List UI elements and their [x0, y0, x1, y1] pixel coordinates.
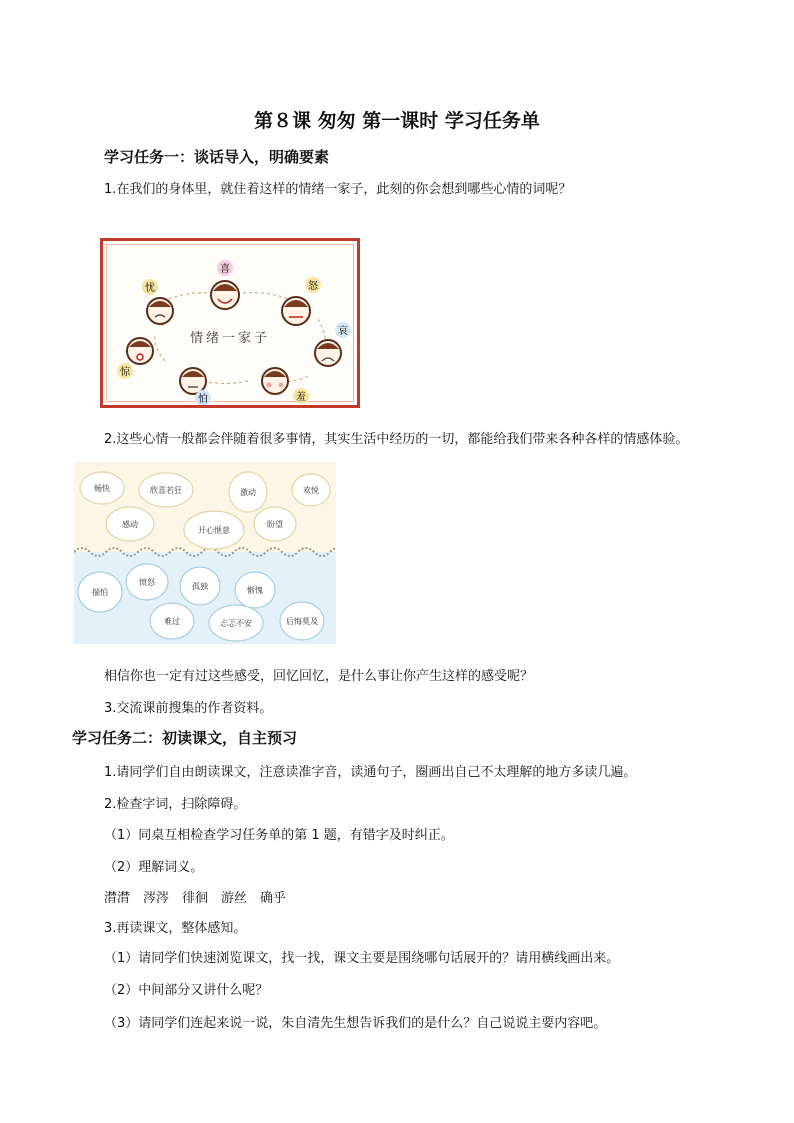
task1-item2: 2.这些心情一般都会伴随着很多事情，其实生活中经历的一切，都能给我们带来各种各样的情感体验。 [104, 432, 689, 447]
task2-line: （2）理解词义。 [104, 860, 204, 875]
task2-line: 2.检查字词，扫除障碍。 [104, 797, 247, 812]
emotion-label-1: 怒 [308, 281, 318, 292]
bubble-bottom-4: 难过 [164, 617, 180, 626]
face-worried [147, 298, 173, 324]
bubble-top-6: 盼望 [267, 520, 283, 529]
bubble-top-3: 欢悦 [303, 486, 319, 495]
bubble-top-2: 激动 [240, 488, 256, 497]
emotion-family-center-label: 情绪一家子 [189, 331, 271, 346]
bubble-bottom-1: 愤怒 [139, 578, 155, 587]
task2-line: （2）中间部分又讲什么呢？ [104, 983, 269, 998]
feeling-bubbles-diagram [74, 462, 336, 644]
bubble-bottom-5: 忐忑不安 [220, 619, 252, 628]
emotion-label-5: 惊 [120, 367, 130, 378]
emotion-label-6: 忧 [145, 283, 155, 294]
bubble-top-1: 欣喜若狂 [150, 486, 182, 495]
feeling-bubbles-image [74, 462, 336, 644]
task2-heading: 学习任务二：初读课文，自主预习 [72, 729, 298, 747]
task1-note: 相信你也一定有过这些感受，回忆回忆，是什么事让你产生这样的感受呢？ [104, 669, 534, 684]
vocabulary-words: 潸潸 涔涔 徘徊 游丝 确乎 [104, 891, 287, 906]
emotion-label-3: 羞 [296, 392, 306, 403]
face-sad [315, 340, 341, 366]
emotion-label-2: 哀 [338, 326, 348, 337]
task2-line: （1）同桌互相检查学习任务单的第 1 题，有错字及时纠正。 [104, 828, 454, 843]
emotion-label-4: 怕 [198, 394, 208, 405]
face-happy [211, 281, 239, 309]
face-surprised [127, 338, 153, 364]
bubble-bottom-6: 后悔莫及 [286, 617, 318, 626]
emotion-family-image [100, 238, 360, 408]
face-shy [262, 368, 288, 394]
emotion-family-diagram [103, 241, 357, 405]
task1-item3: 3.交流课前搜集的作者资料。 [104, 701, 273, 716]
bubble-top-4: 感动 [122, 520, 138, 529]
bubble-bottom-3: 惭愧 [247, 586, 263, 595]
task1-heading: 学习任务一：谈话导入，明确要素 [104, 148, 330, 166]
task2-line: 3.再读课文，整体感知。 [104, 921, 247, 936]
bubble-top-5: 开心惬意 [198, 526, 230, 535]
emotion-label-0: 喜 [220, 264, 230, 275]
bubble-top-0: 畅快 [94, 484, 110, 493]
task1-item1: 1.在我们的身体里，就住着这样的情绪一家子，此刻的你会想到哪些心情的词呢？ [104, 182, 572, 197]
task2-line: （1）请同学们快速浏览课文，找一找，课文主要是围绕哪句话展开的？请用横线画出来。 [104, 951, 620, 966]
face-angry [282, 297, 310, 325]
bubble-bottom-0: 揣怕 [92, 588, 108, 597]
task2-line: 1.请同学们自由朗读课文，注意读准字音，读通句子，圈画出自己不太理解的地方多读几遍。 [104, 765, 637, 780]
page-title: 第８课 匆匆 第一课时 学习任务单 [254, 110, 540, 132]
bubble-bottom-2: 孤独 [192, 582, 208, 591]
task2-line: （3）请同学们连起来说一说，朱自清先生想告诉我们的是什么？自己说说主要内容吧。 [104, 1016, 607, 1031]
